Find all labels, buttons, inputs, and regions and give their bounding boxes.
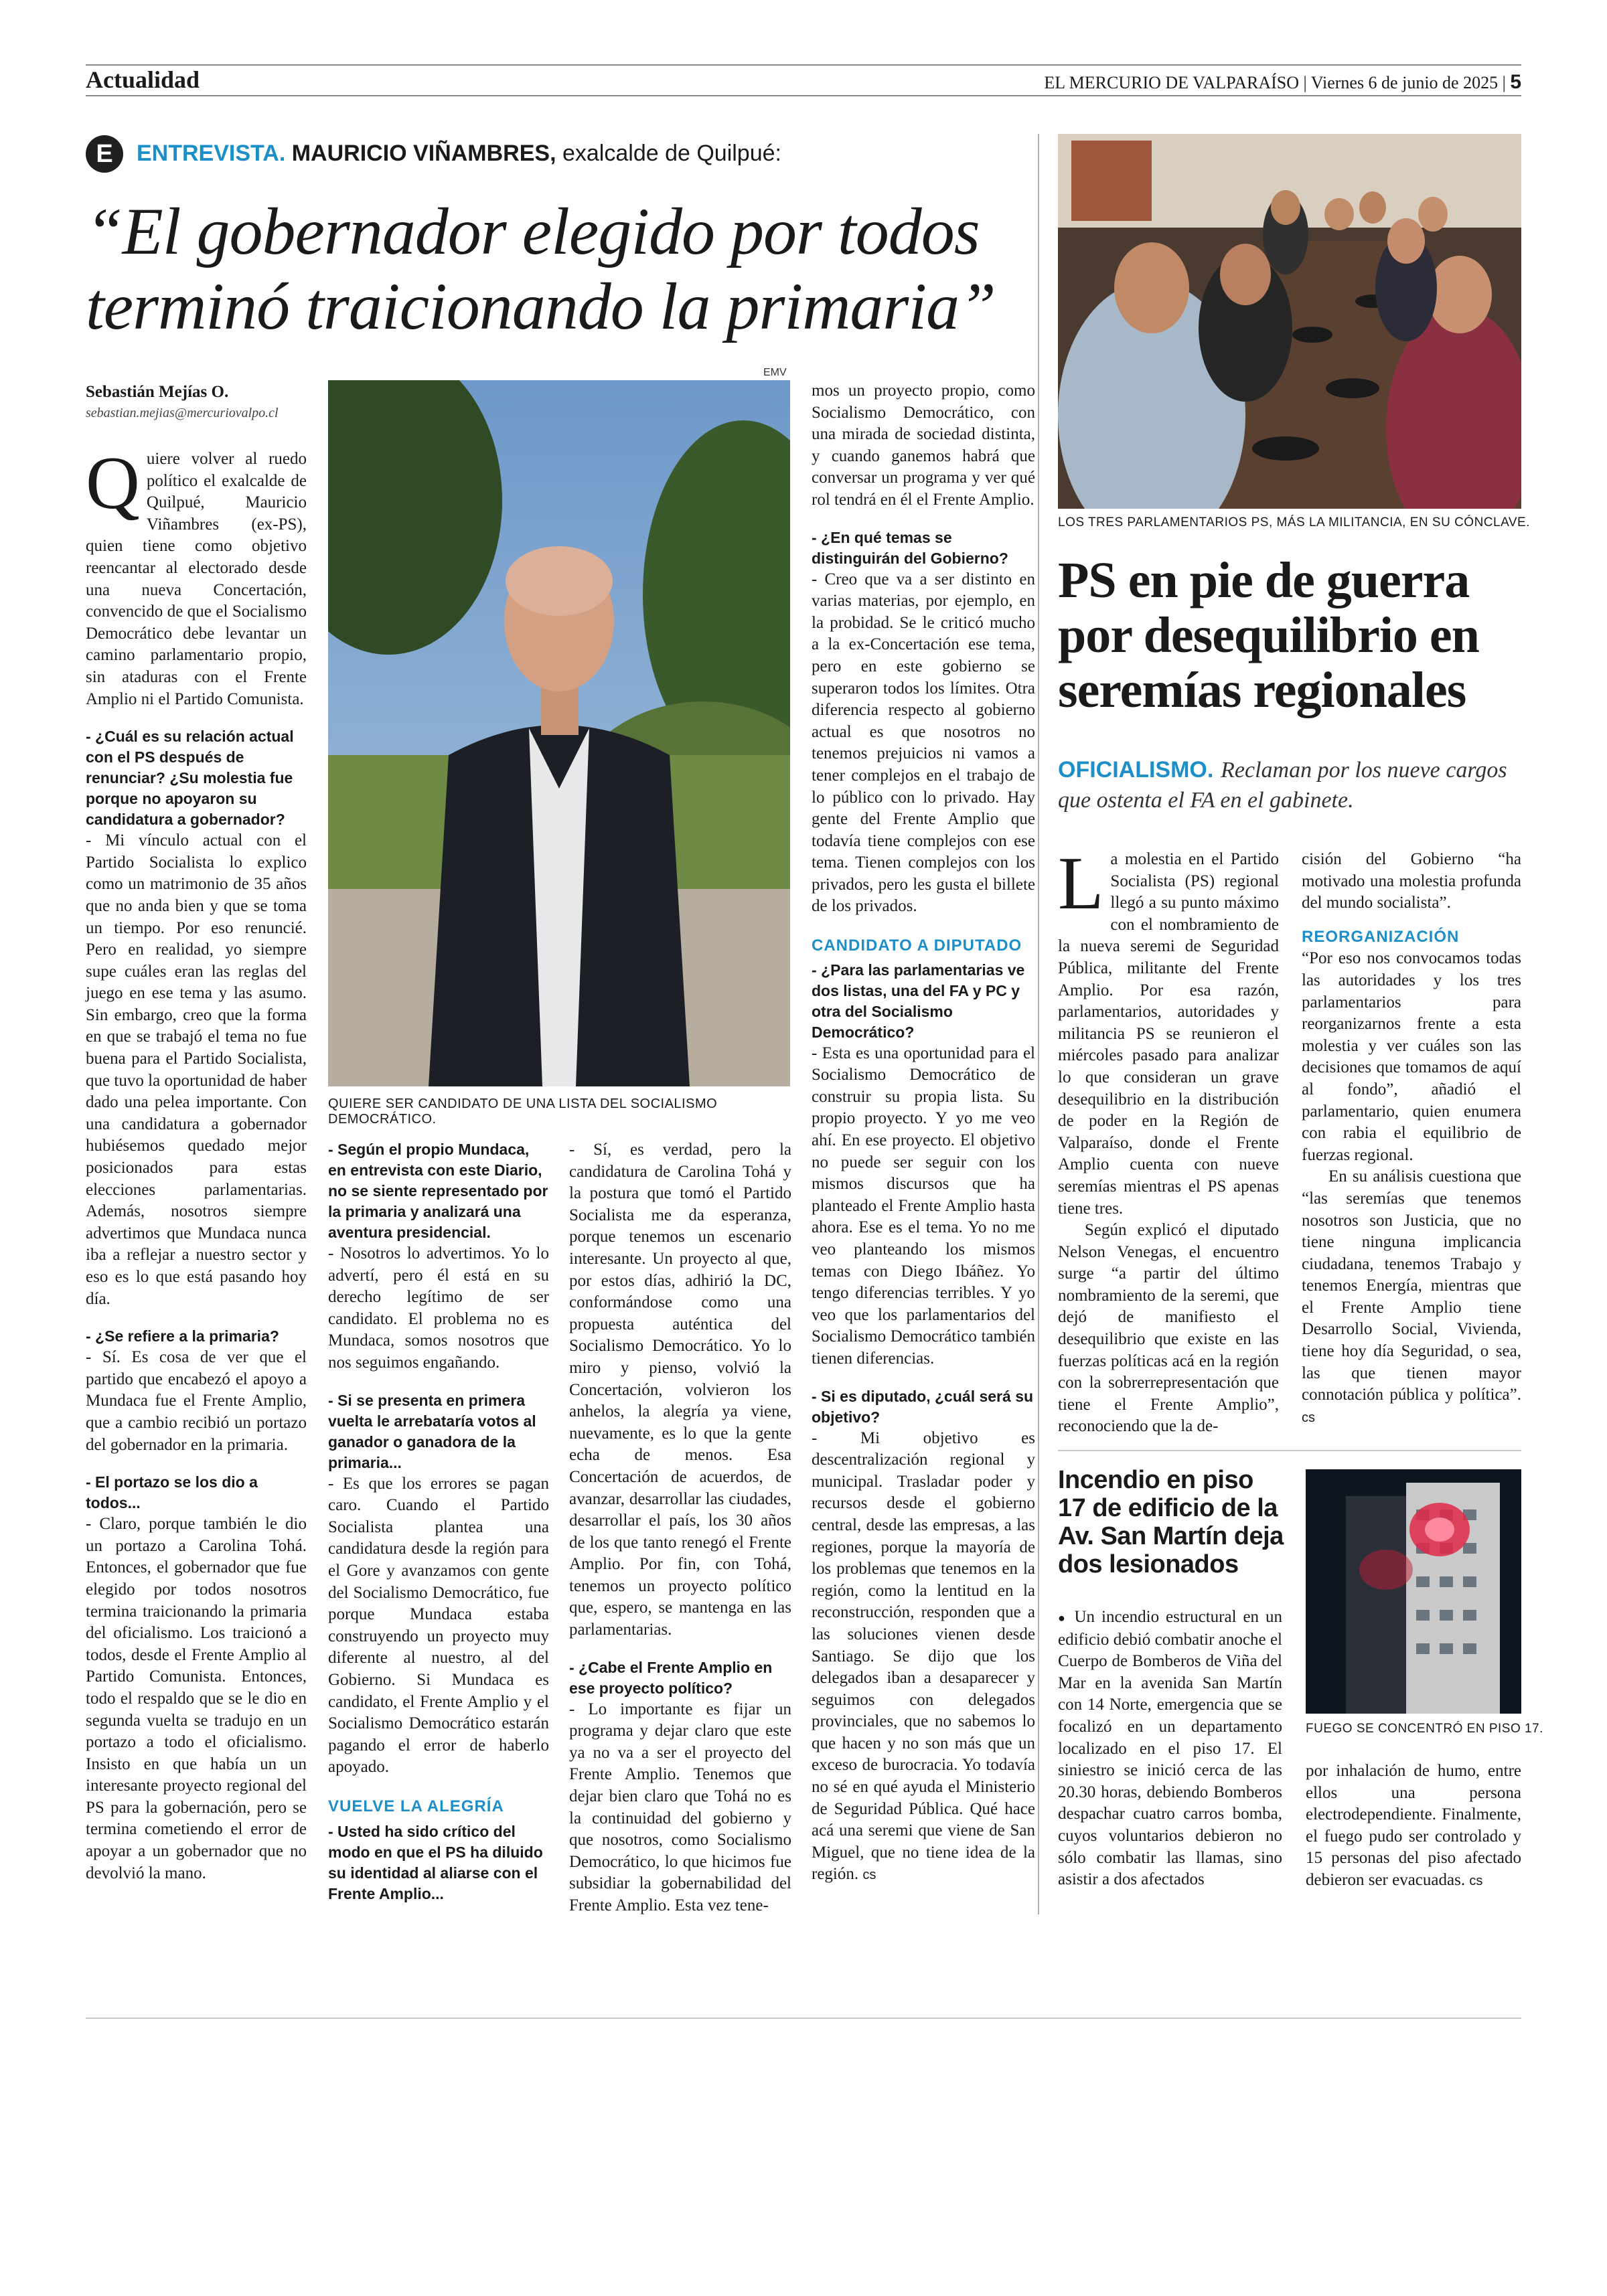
ps-kicker-label: OFICIALISMO.	[1058, 757, 1214, 783]
photo-credit: EMV	[763, 367, 787, 378]
answer: - Sí, es verdad, pero la candidatura de Carolina Tohá y la postura que tomó el Partido Socialista me da esperanza, porque tenemos un escenario interesante. Un proyecto al que, por estos días, adhirió la DC, conformándose como una propuesta auténtica del Socialismo Democrático. Yo lo miro y pienso, volvió la Concertación, volvieron los anhelos, la alegría ya viene, nuevamente, es lo que la gente echa de menos. Esa Concertación de acuerdos, de avanzar, desarrollar las ciudades, desarrollar el país, los 30 años de los que tanto renegó el Frente Amplio. Por fin, con Tohá, tenemos un proyecto político que, espero, se mantenga en las parlamentarias.	[569, 1141, 791, 1639]
ps-paragraph: La molestia en el Partido Socialista (PS) regional llegó a su punto máximo con el nombramiento de la nueva seremi de Seguridad Pública, militante del Frente Amplio. Por esa razón, parlamentarios, autoridades y militancia PS se reunieron el miércoles pasado para analizar lo que consideran un grave desequilibrio en la distribución de poder en la Región de Valparaíso, donde el Frente Amplio cuenta con nueve seremías mientras el PS apenas tiene tres.	[1058, 842, 1279, 1218]
portrait-photo	[328, 380, 790, 1086]
column-divider	[1038, 134, 1039, 1914]
group-photo	[1058, 134, 1521, 509]
subheading: VUELVE LA ALEGRÍA	[328, 1797, 504, 1815]
question: - Si se presenta en primera vuelta le arrebataría votos al ganador o ganadora de la primaria...	[328, 1391, 536, 1471]
ps-kicker-text: Reclaman por los nueve cargos que ostenta el FA en el gabinete.	[1058, 758, 1507, 813]
group-photo-caption: LOS TRES PARLAMENTARIOS PS, MÁS LA MILITANCIA, EN SU CÓNCLAVE.	[1058, 515, 1530, 529]
answer: - Mi vínculo actual con el Partido Socialista lo explico como un matrimonio de 35 años que no anda bien y que se toma un tiempo. Por eso renuncié. Pero en realidad, yo siempre supe cuáles eran las reglas del juego en ese tema y las asumo. Sin embargo, creo que la forma en que se trabajó el tema no fue buena para el Partido Socialista, que tuvo la oportunidad de haber dado una pelea importante. Con una candidatura a gobernador hubiésemos quedado mejor posicionados para estas elecciones parlamentarias. Además, nosotros siempre advertimos que Mundaca nunca iba a reflejar a nuestro sector y eso es lo que está pasando hoy día.	[86, 831, 307, 1308]
question: - Si es diputado, ¿cuál será su objetivo?	[812, 1387, 1034, 1426]
answer: - Esta es una oportunidad para el Socialismo Democrático de construir su propia lista. Su propio proyecto. Y yo me veo ahí. En ese proyecto. El objetivo no puede ser seguir con los mismos discursos que ha planteado el Frente Amplio hasta ahora. Ese es el tema. Yo no me veo planteando los mismos temas con Diego Ibáñez. Yo tengo diferencias terribles. Y yo veo que los parlamentarios del Socialismo Democrático también tienen diferencias.	[812, 1044, 1035, 1368]
masthead-separator: |	[1303, 73, 1307, 92]
answer: mos un proyecto propio, como Socialismo Democrático, con una mirada de sociedad distinta, y cuando ganemos habrá que conversar un programa y ver qué rol tendrá en él el Frente Amplio.	[812, 382, 1035, 509]
question: - ¿Para las parlamentarias ve dos listas, una del FA y PC y otra del Socialismo Democrático?	[812, 961, 1025, 1041]
question: - ¿Cuál es su relación actual con el PS después de renunciar? ¿Su molestia fue porque no apoyaron su candidatura a gobernador?	[86, 728, 294, 829]
question: - Según el propio Mundaca, en entrevista con este Diario, no se siente representado por la primaria y analizará una aventura presidencial.	[328, 1141, 548, 1241]
question: - ¿Se refiere a la primaria?	[86, 1327, 279, 1345]
answer: - Sí. Es cosa de ver que el partido que encabezó el apoyo a Mundaca fue el Frente Amplio, que a cambio recibió un portazo del gobernador en la primaria.	[86, 1348, 307, 1454]
story-divider	[1058, 1450, 1521, 1451]
answer: - Creo que va a ser distinto en varias materias, por ejemplo, en la probidad. Se le criticó mucho a la ex-Concertación ese tema, pero en este gobierno se superaron todos los límites. Otra diferencia respecto al gobierno actual es que nosotros no tenemos prejuicios ni vamos a tener complejos en el trabajo de lo público con lo privado. Hay gente del Frente Amplio que todavía tiene complejos con ese tema. Tienen complejos con los privados, pero les gusta el billete de los privados.	[812, 570, 1035, 916]
answer: - Mi objetivo es descentralización regional y municipal. Trasladar poder y recursos desde el gobierno central, desde las empresas, a las regiones, porque la mayoría de los problemas que tenemos en la región, como la lentitud en la reconstrucción, responden que a las soluciones vienen desde Santiago. Se dijo que los delegados iban a desaparecer y seguimos con delegados provinciales, que no sabemos lo que hacen y no son más que un exceso de burocracia. Yo todavía no sé en qué ayuda el Ministerio de Seguridad Pública. Qué hace acá una seremi que viene de San Miguel, que no tiene idea de la región. cs	[812, 1428, 1035, 1884]
intro-paragraph: Quiere volver al ruedo político el exalcalde de Quilpué, Mauricio Viñambres (ex-PS), quien tiene como objetivo reencantar al electorado desde una nueva Concertación, convencido de que el Socialismo Democrático debe levantar un camino parlamentario propio, sin ataduras con el Frente Amplio ni el Partido Comunista.	[86, 442, 307, 708]
ps-paragraph: “Por eso nos convocamos todas las autoridades y los tres parlamentarios para reorganizarnos frente a esta molestia y ver cuáles son las decisiones que tomamos de aquí al fondo”, añadió el parlamentario, quien enumera con rabia el equilibrio de fuerzas regional.	[1302, 949, 1521, 1164]
bullet-icon: ●	[1058, 1611, 1068, 1625]
footer-rule	[86, 2018, 1521, 2019]
fire-photo-caption: FUEGO SE CONCENTRÓ EN PISO 17.	[1306, 1722, 1543, 1736]
fire-column-2	[1306, 1760, 1521, 1892]
header-rule	[86, 95, 1521, 96]
end-mark-icon: cs	[1469, 1873, 1483, 1888]
kicker-role: exalcalde de Quilpué:	[562, 141, 781, 166]
end-mark-icon: cs	[862, 1868, 876, 1883]
subheading: REORGANIZACIÓN	[1302, 927, 1460, 946]
byline-email[interactable]: sebastian.mejias@mercuriovalpo.cl	[86, 406, 279, 420]
section-title: Actualidad	[86, 66, 200, 93]
fire-headline: Incendio en piso 17 de edificio de la Av. San Martín deja dos lesionados	[1058, 1466, 1284, 1578]
ps-paragraph: En su análisis cuestiona que “las seremías que tenemos nosotros son Justicia, que no tiene ninguna implicancia ciudadana, tenemos Trabajo y tenemos Energía, mientras que el Frente Amplio tiene Desarrollo Social, Vivienda, tiene hoy día Seguridad, o sea, las que tienen mayor connotación pública y política”. cs	[1302, 1167, 1521, 1425]
ps-paragraph: Según explicó el diputado Nelson Venegas, el encuentro surge “a partir del último nombramiento de la seremi, que dejó de manifiesto el desequilibrio que existe en las fuerzas políticas acá en la región con la sobrerrepresentación que tiene el Frente Amplio”, reconociendo que la de-	[1058, 1221, 1279, 1436]
byline: Sebastián Mejías O.	[86, 383, 229, 401]
answer: - Lo importante es fijar un programa y dejar claro que este ya no va a ser el proyecto del Frente Amplio. Tenemos que dejar bien claro que Tohá no es la continuidad del gobierno y que nosotros, como Socialismo Democrático, lo que hicimos fue subsidiar la gobernabilidad del Frente Amplio. Esta vez tene-	[569, 1700, 791, 1914]
kicker-label: ENTREVISTA.	[137, 141, 286, 166]
dropcap: L	[1058, 842, 1104, 925]
ps-column-2	[1302, 849, 1521, 1428]
masthead	[1044, 71, 1521, 94]
portrait-caption: QUIERE SER CANDIDATO DE UNA LISTA DEL SOCIALISMO DEMOCRÁTICO.	[328, 1096, 718, 1127]
kicker-name: MAURICIO VIÑAMBRES,	[291, 141, 556, 166]
masthead-separator: |	[1502, 73, 1506, 92]
interview-column-1	[86, 442, 307, 1884]
portrait-image	[328, 380, 790, 1086]
answer: - Nosotros lo advertimos. Yo lo advertí, pero él está en su derecho legítimo de ser candidato. El problema no es Mundaca, somos nosotros que nos seguimos engañando.	[328, 1244, 549, 1372]
subheading: CANDIDATO A DIPUTADO	[812, 936, 1022, 955]
top-rule	[86, 64, 1521, 66]
question: - El portazo se los dio a todos...	[86, 1473, 258, 1512]
question: - Usted ha sido crítico del modo en que el PS ha diluido su identidad al aliarse con el Frente Amplio...	[328, 1823, 543, 1903]
interview-headline: “El gobernador elegido por todos terminó traicionando la primaria”	[86, 194, 996, 343]
issue-date: Viernes 6 de junio de 2025	[1310, 73, 1499, 92]
answer: - Claro, porque también le dio un portazo a Carolina Tohá. Entonces, el gobernador que fue elegido por todos nosotros termina traicionando la primaria del oficialismo. Los traicionó a todos, desde el Frente Amplio al Partido Comunista. Entonces, todo el respaldo que se le dio en segunda vuelta se tradujo en un portazo a todo el oficialismo. Insisto en que había un un interesante proyecto regional del PS para la gobernación, pero se termina cometiendo el error de apoyar a un gobernador que no devolvió la mano.	[86, 1515, 307, 1882]
entrevista-badge: E	[86, 135, 123, 173]
fire-paragraph: por inhalación de humo, entre ellos una persona electrodependiente. Finalmente, el fuego pudo ser controlado y 15 personas del piso afectado debieron ser evacuadas. cs	[1306, 1762, 1521, 1889]
interview-kicker	[137, 141, 781, 167]
fire-photo	[1306, 1469, 1521, 1714]
ps-headline: PS en pie de guerra por desequilibrio en seremías regionales	[1058, 552, 1479, 718]
interview-column-2	[328, 1139, 549, 1904]
fire-image	[1306, 1469, 1521, 1714]
dropcap: Q	[86, 442, 140, 525]
group-image	[1058, 134, 1521, 509]
answer: - Es que los errores se pagan caro. Cuando el Partido Socialista plantea una candidatura desde la región para el Gore y avanzamos con gente del Socialismo Democrático, fue porque Mundaca estaba construyendo un proyecto muy diferente al nuestro, al del Gobierno. Si Mundaca es candidato, el Frente Amplio y el Socialismo Democrático estarán pagando el error de haberlo apoyado.	[328, 1474, 549, 1777]
fire-paragraph: ● Un incendio estructural en un edificio debió combatir anoche el Cuerpo de Bomberos de Viña del Mar en la avenida San Martín con 14 Norte, emergencia que se focalizó en un departamento localizado en el piso 17. El siniestro se inició cerca de las 20.30 horas, debiendo Bomberos despachar cuatro carros bomba, cuyos voluntarios debieron no sólo combatir las llamas, sino asistir a dos afectados	[1058, 1608, 1282, 1889]
interview-column-4	[812, 380, 1035, 1886]
ps-kicker	[1058, 755, 1527, 815]
question: - ¿Cabe el Frente Amplio en ese proyecto político?	[569, 1658, 773, 1697]
publication-name: EL MERCURIO DE VALPARAÍSO	[1044, 73, 1300, 92]
ps-paragraph: cisión del Gobierno “ha motivado una molestia profunda del mundo socialista”.	[1302, 850, 1521, 912]
ps-column-1	[1058, 842, 1279, 1438]
interview-column-3	[569, 1139, 791, 1917]
page-number: 5	[1510, 71, 1521, 93]
question: - ¿En qué temas se distinguirán del Gobierno?	[812, 528, 1008, 567]
end-mark-icon: cs	[1302, 1410, 1315, 1425]
fire-column-1	[1058, 1607, 1282, 1891]
